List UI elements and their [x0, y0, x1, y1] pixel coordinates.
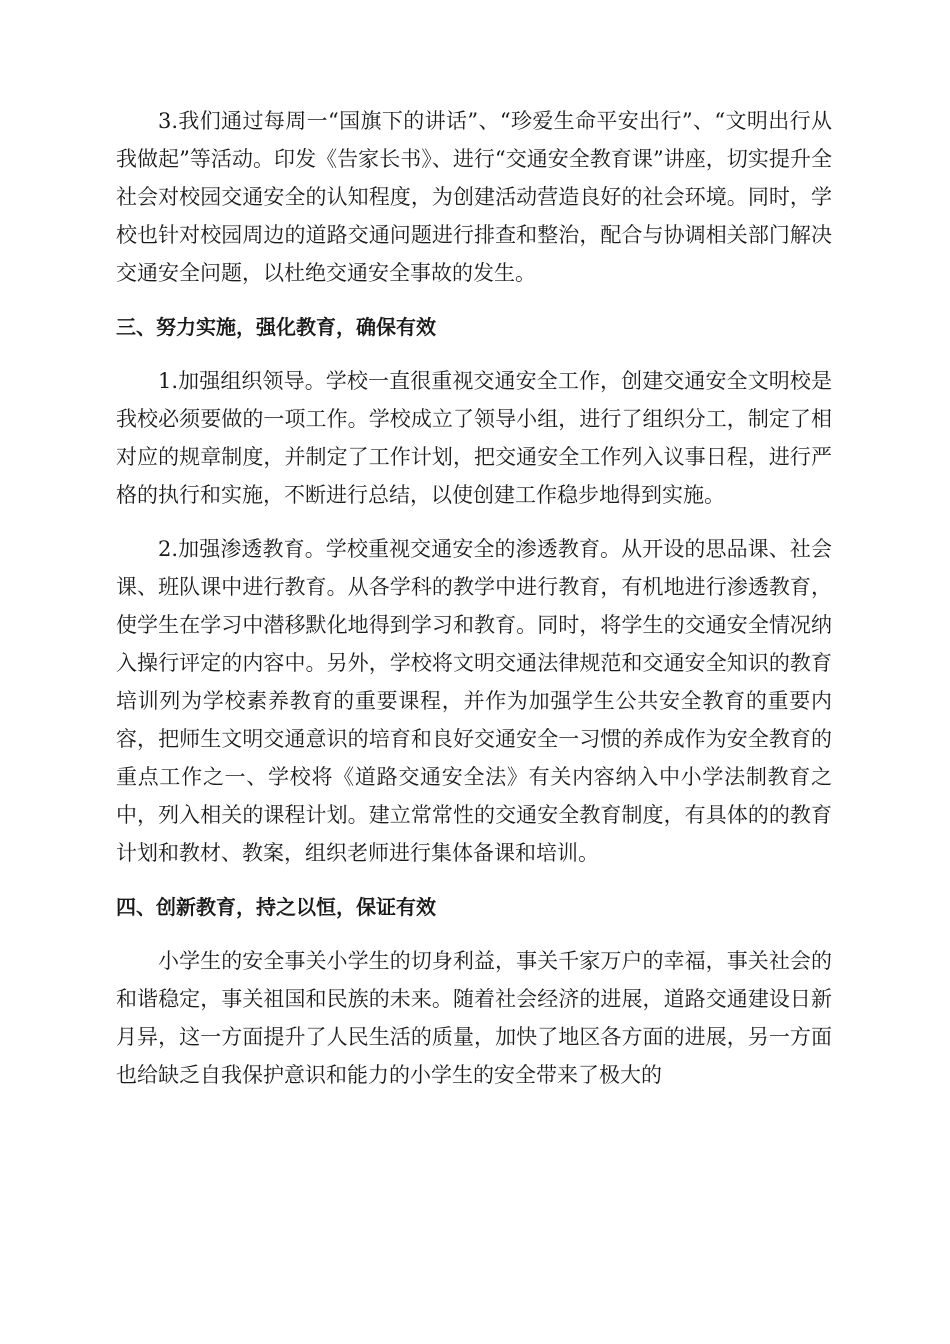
paragraph-safety-importance: 小学生的安全事关小学生的切身利益，事关千家万户的幸福，事关社会的和谐稳定，事关祖国和民族的未来。随着社会经济的进展，道路交通建设日新月异，这一方面提升了人民生活的质量，加快了地区各方面的进展，另一方面也给缺乏自我保护意识和能力的小学生的安全带来了极大的 [116, 949, 832, 1087]
paragraph-activities: 3.我们通过每周一“国旗下的讲话”、“珍爱生命平安出行”、“文明出行从我做起”等活动。印发《告家长书》、进行“交通安全教育课”讲座，切实提升全社会对校园交通安全的认知程度，为创建活动营造良好的社会环境。同时，学校也针对校园周边的道路交通问题进行排查和整治，配合与协调相关部门解决交通安全问题，以杜绝交通安全事故的发生。 [116, 109, 832, 285]
document-page [116, 102, 832, 1110]
paragraph-permeation: 2.加强渗透教育。学校重视交通安全的渗透教育。从开设的思品课、社会课、班队课中进行教育。从各学科的教学中进行教育，有机地进行渗透教育，使学生在学习中潜移默化地得到学习和教育。同时，将学生的交通安全情况纳入操行评定的内容中。另外，学校将文明交通法律规范和交通安全知识的教育培训列为学校素养教育的重要课程，并作为加强学生公共安全教育的重要内容，把师生文明交通意识的培育和良好交通安全一习惯的养成作为安全教育的重点工作之一、学校将《道路交通安全法》有关内容纳入中小学法制教育之中，列入相关的课程计划。建立常常性的交通安全教育制度，有具体的的教育计划和教材、教案，组织老师进行集体备课和培训。 [116, 537, 832, 865]
section-heading-four: 四、创新教育，持之以恒，保证有效 [116, 895, 436, 919]
section-heading-three: 三、努力实施，强化教育，确保有效 [116, 315, 436, 339]
paragraph-leadership: 1.加强组织领导。学校一直很重视交通安全工作，创建交通安全文明校是我校必须要做的一项工作。学校成立了领导小组，进行了组织分工，制定了相对应的规章制度，并制定了工作计划，把交通安全工作列入议事日程，进行严格的执行和实施，不断进行总结，以使创建工作稳步地得到实施。 [116, 369, 832, 507]
